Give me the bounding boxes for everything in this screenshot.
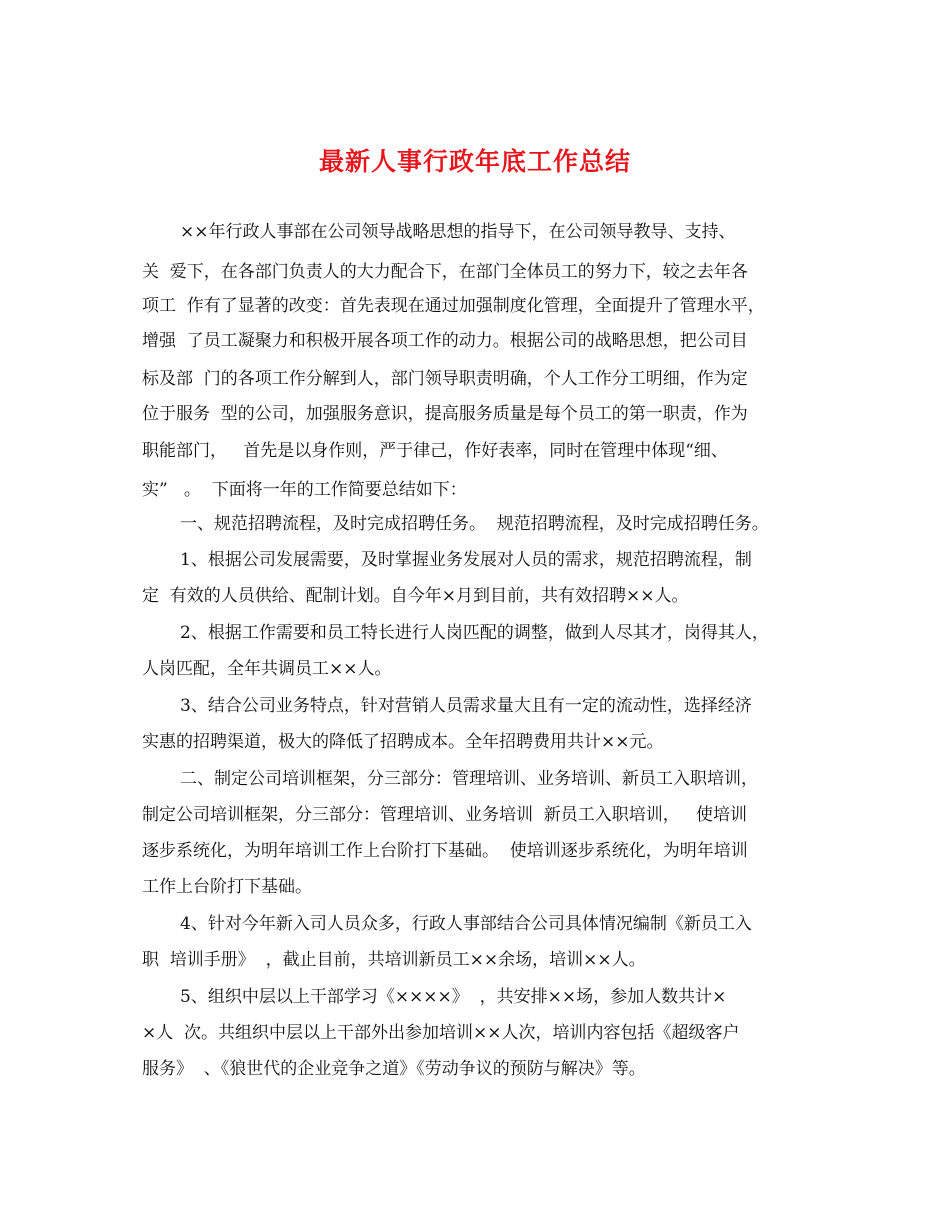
body-line: 2、根据工作需要和员工特长进行人岗匹配的调整，做到人尽其才，岗得其人，	[180, 623, 769, 643]
body-line: 3、结合公司业务特点，针对营销人员需求量大且有一定的流动性，选择经济	[180, 696, 752, 716]
body-line: 服务》 、《狼世代的企业竞争之道》《劳动争议的预防与解决》等。	[142, 1059, 646, 1079]
body-line: 二、制定公司培训框架，分三部分：管理培训、业务培训、新员工入职培训，	[180, 769, 758, 789]
document-title: 最新人事行政年底工作总结	[318, 147, 631, 176]
body-line: 职 培训手册》 ，截止目前，共培训新员工××余场，培训××人。	[142, 950, 646, 970]
body-line: 一、规范招聘流程，及时完成招聘任务。 规范招聘流程，及时完成招聘任务。	[180, 514, 769, 534]
body-line: 增强 了员工凝聚力和积极开展各项工作的动力。根据公司的战略思想，把公司目	[142, 331, 748, 351]
body-line: 职能部门， 首先是以身作则，严于律己，作好表率，同时在管理中体现“细、	[142, 441, 728, 461]
body-line: 实惠的招聘渠道，极大的降低了招聘成本。全年招聘费用共计××元。	[142, 732, 664, 752]
body-line: 项工 作有了显著的改变：首先表现在通过加强制度化管理，全面提升了管理水平，	[142, 296, 765, 316]
body-line: 位于服务 型的公司，加强服务意识，提高服务质量是每个员工的第一职责，作为	[142, 404, 748, 424]
body-line: ×人 次。共组织中层以上干部外出参加培训××人次，培训内容包括《超级客户	[142, 1023, 740, 1043]
body-line: 1、根据公司发展需要，及时掌握业务发展对人员的需求，规范招聘流程，制	[180, 550, 752, 570]
body-line: 制定公司培训框架，分三部分：管理培训、业务培训 新员工入职培训， 使培训	[142, 805, 748, 825]
body-line: 4、针对今年新入司人员众多，行政人事部结合公司具体情况编制《新员工入	[180, 914, 752, 934]
body-line: 工作上台阶打下基础。	[142, 877, 312, 897]
body-line: 5、组织中层以上干部学习《××××》 ，共安排××场，参加人数共计×	[180, 987, 727, 1007]
body-line: 标及部 门的各项工作分解到人，部门领导职责明确，个人工作分工明细，作为定	[142, 369, 748, 389]
body-line: 定 有效的人员供给、配制计划。自今年×月到目前，共有效招聘××人。	[142, 586, 689, 606]
body-line: 人岗匹配，全年共调员工××人。	[142, 659, 392, 679]
body-line: 逐步系统化，为明年培训工作上台阶打下基础。 使培训逐步系统化，为明年培训	[142, 841, 748, 861]
body-line: 实” 。 下面将一年的工作简要总结如下：	[142, 480, 467, 500]
body-line: ××年行政人事部在公司领导战略思想的指导下，在公司领导教导、支持、	[180, 222, 736, 242]
body-line: 关 爱下，在各部门负责人的大力配合下，在部门全体员工的努力下，较之去年各	[142, 262, 748, 282]
